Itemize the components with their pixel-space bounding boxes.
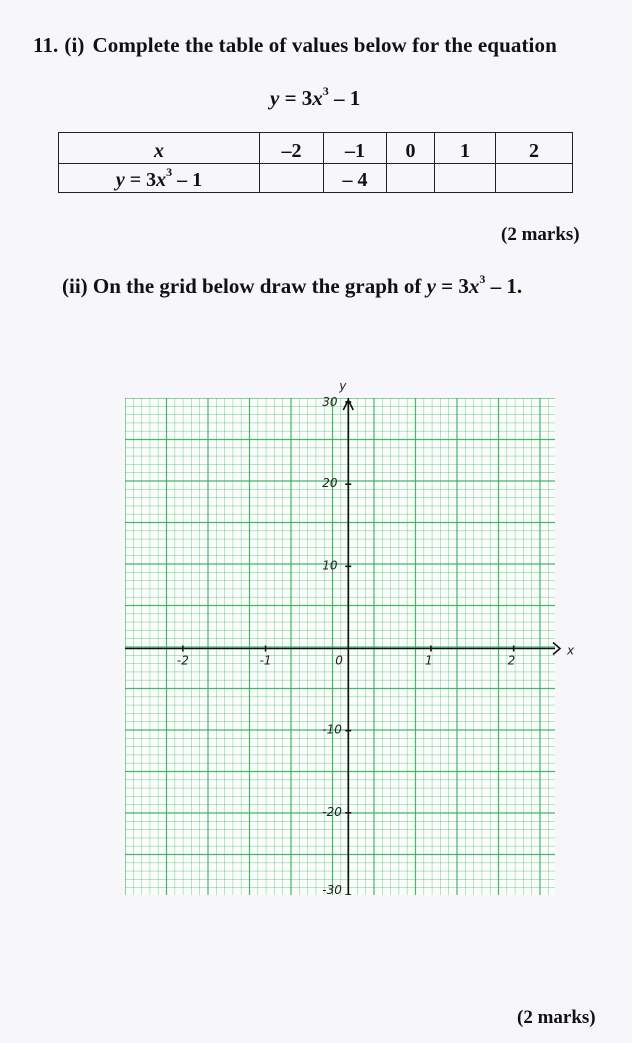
part-i-instruction: Complete the table of values below for the equation	[92, 33, 557, 57]
question-number: 11.	[33, 33, 59, 57]
y-row-label: $y = 3x^3 - 1$	[59, 164, 260, 193]
y-tick-label: -10	[322, 722, 342, 737]
part-ii-instruction: (ii) On the grid below draw the graph of $y = 3x^3 - 1$.	[62, 272, 523, 298]
y-tick-label: -20	[322, 804, 342, 819]
x-value-cell: 2	[496, 133, 573, 164]
x-header: x	[59, 133, 260, 164]
y-answer-cell[interactable]	[260, 164, 324, 193]
x-tick-label: -2	[176, 653, 189, 668]
marks-part-ii: (2 marks)	[517, 1007, 596, 1028]
x-axis-label: x	[567, 643, 575, 658]
y-axis-label: y	[339, 379, 347, 393]
table-of-values	[58, 132, 573, 193]
y-tick-label: 20	[322, 476, 338, 491]
graph-paper[interactable]	[125, 398, 555, 895]
equation: $y = 3x^3 - 1$	[270, 84, 361, 110]
y-tick-label: 10	[322, 558, 338, 573]
marks-part-i: (2 marks)	[501, 224, 580, 245]
y-tick-label: -30	[322, 883, 342, 897]
question-title	[33, 33, 557, 58]
x-value-cell: –1	[324, 133, 387, 164]
y-answer-cell[interactable]	[496, 164, 573, 193]
y-row	[59, 164, 573, 193]
x-tick-label: -1	[259, 653, 272, 668]
y-answer-cell[interactable]: – 4	[324, 164, 387, 193]
part-i-label: (i)	[64, 33, 85, 57]
x-value-cell: 1	[435, 133, 496, 164]
y-answer-cell[interactable]	[435, 164, 496, 193]
x-tick-label: 2	[507, 653, 516, 668]
x-value-cell: 0	[387, 133, 435, 164]
x-tick-label: 0	[335, 653, 343, 668]
x-value-cell: –2	[260, 133, 324, 164]
y-tick-label: 30	[322, 395, 338, 409]
x-tick-label: 1	[424, 653, 433, 668]
graph-grid[interactable]	[125, 398, 555, 895]
y-answer-cell[interactable]	[387, 164, 435, 193]
x-row	[59, 133, 573, 164]
